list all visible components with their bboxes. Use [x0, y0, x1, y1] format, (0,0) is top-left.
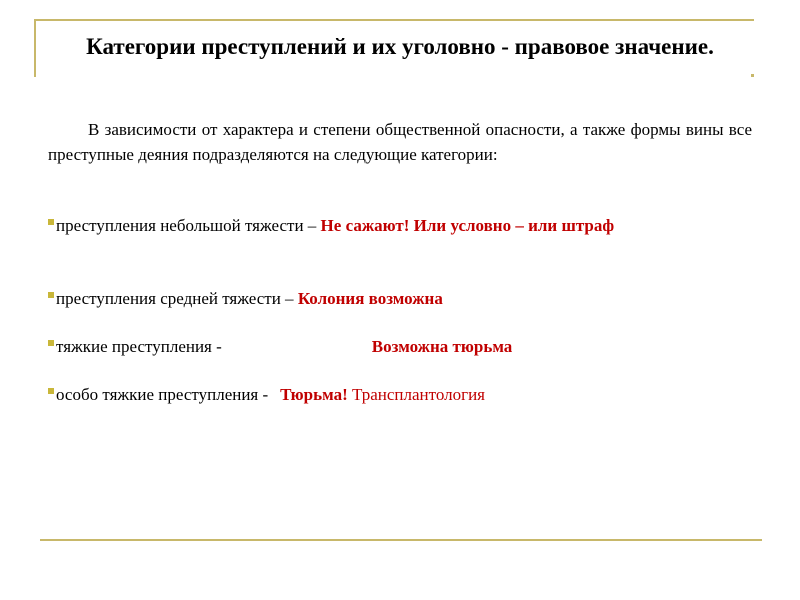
list-item [48, 334, 752, 359]
list-item [48, 286, 752, 311]
frame-left-border [34, 19, 36, 77]
item-text: преступления средней тяжести – [56, 289, 298, 308]
item-text: тяжкие преступления - [56, 337, 222, 356]
frame-corner-dot [751, 74, 754, 77]
bullet-icon [48, 219, 54, 225]
list-item [48, 213, 752, 238]
item-text: особо тяжкие преступления - [56, 385, 269, 404]
bottom-divider [40, 539, 762, 541]
slide-title: Категории преступлений и их уголовно - правовое значение. [86, 34, 714, 59]
item-note: Колония возможна [297, 289, 443, 308]
item-note: Возможна тюрьма [371, 337, 513, 356]
list-item [48, 382, 752, 407]
bullet-icon [48, 292, 54, 298]
item-note-bold: Тюрьма! [280, 385, 348, 404]
item-note: Не сажают! Или условно – или штраф [320, 216, 615, 235]
intro-paragraph: В зависимости от характера и степени общественной опасности, а также формы вины все преступные деяния подразделяются на следующие категории: [48, 120, 752, 164]
bullet-icon [48, 340, 54, 346]
frame-top-border [34, 19, 754, 21]
item-text: преступления небольшой тяжести – [56, 216, 321, 235]
item-note-plain: Трансплантология [347, 385, 485, 404]
bullet-icon [48, 388, 54, 394]
